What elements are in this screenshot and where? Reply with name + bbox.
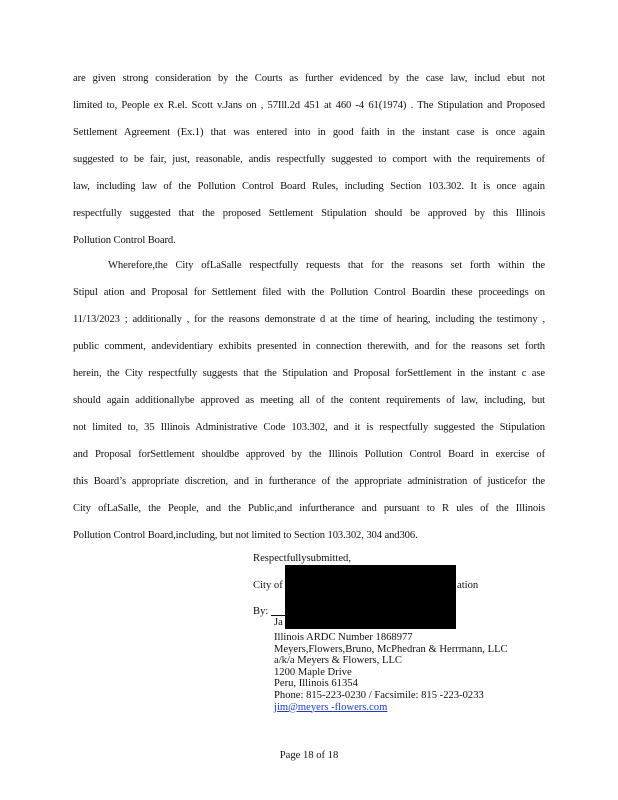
text-line: Pollution Control Board,including, but not limited to Section 103.302, 304 and306. <box>73 530 418 541</box>
text-line: Stipul ation and Proposal for Settlement filed with the Pollution Control Boardin these proceedings on <box>73 287 545 298</box>
text-line: and Proposal forSettlement shouldbe approved by the Illinois Pollution Control Board in exercise of <box>73 449 545 460</box>
city-line-start: City of <box>253 580 283 591</box>
signature-name: Ja <box>274 617 283 628</box>
signature-closing: Respectfullysubmitted, <box>253 553 351 564</box>
page-number: Page 18 of 18 <box>279 750 339 761</box>
text-line: City ofLaSalle, the People, and the Public,and infurtherance and pursuant to R ules of the Illinois <box>73 503 545 514</box>
city-line-end: ation <box>457 580 479 591</box>
text-line: public comment, andevidentiary exhibits presented in connection therewith, and for the reasons set forth <box>73 341 545 352</box>
text-line: are given strong consideration by the Courts as further evidenced by the case law, includ ebut not <box>73 73 545 84</box>
text-line: 11/13/2023 ; additionally , for the reasons demonstrate d at the time of hearing, including the testimony , <box>73 314 545 325</box>
text-line: should again additionallybe approved as meeting all of the content requirements of law, including, but <box>73 395 545 406</box>
email-link[interactable]: jim@meyers -flowers.com <box>274 701 388 713</box>
text-line: this Board’s appropriate discretion, and in furtherance of the appropriate administration of justicefor the <box>73 476 545 487</box>
text-line: suggested to be fair, just, reasonable, andis respectfully suggested to comport with the requirements of <box>73 154 545 165</box>
by-label: By: <box>253 606 269 617</box>
text-line: herein, the City respectfully suggests that the Stipulation and Proposal forSettlement in the instant c ase <box>73 368 545 379</box>
attorney-address <box>274 632 508 713</box>
text-line: respectfully suggested that the proposed Settlement Stipulation should be approved by this Illinois <box>73 208 545 219</box>
text-line: Settlement Agreement (Ex.1) that was entered into in good faith in the instant case is once again <box>73 127 545 138</box>
text-line: Pollution Control Board. <box>73 235 176 246</box>
text-line: Wherefore,the City ofLaSalle respectfully requests that for the reasons set forth within the <box>108 260 545 271</box>
address-line: 1200 Maple Drive <box>274 666 352 678</box>
signature-city-line <box>253 579 479 593</box>
text-line: law, including law of the Pollution Control Board Rules, including Section 103.302. It is once again <box>73 181 545 192</box>
text-line: not limited to, 35 Illinois Administrative Code 103.302, and it is respectfully suggested the Stipulation <box>73 422 545 433</box>
address-line: Phone: 815-223-0230 / Facsimile: 815 -223-0233 <box>274 689 484 701</box>
address-line: a/k/a Meyers & Flowers, LLC <box>274 655 402 667</box>
text-line: limited to, People ex R.el. Scott v.Jans on , 57Ill.2d 451 at 460 -4 61(1974) . The Stipulation and Proposed <box>73 100 545 111</box>
address-line: Meyers,Flowers,Bruno, McPhedran & Herrmann, LLC <box>274 643 508 655</box>
signature-by-line <box>253 605 268 619</box>
address-line: Illinois ARDC Number 1868977 <box>274 632 413 643</box>
redaction-block <box>285 565 456 629</box>
address-line: Peru, Illinois 61354 <box>274 678 358 690</box>
